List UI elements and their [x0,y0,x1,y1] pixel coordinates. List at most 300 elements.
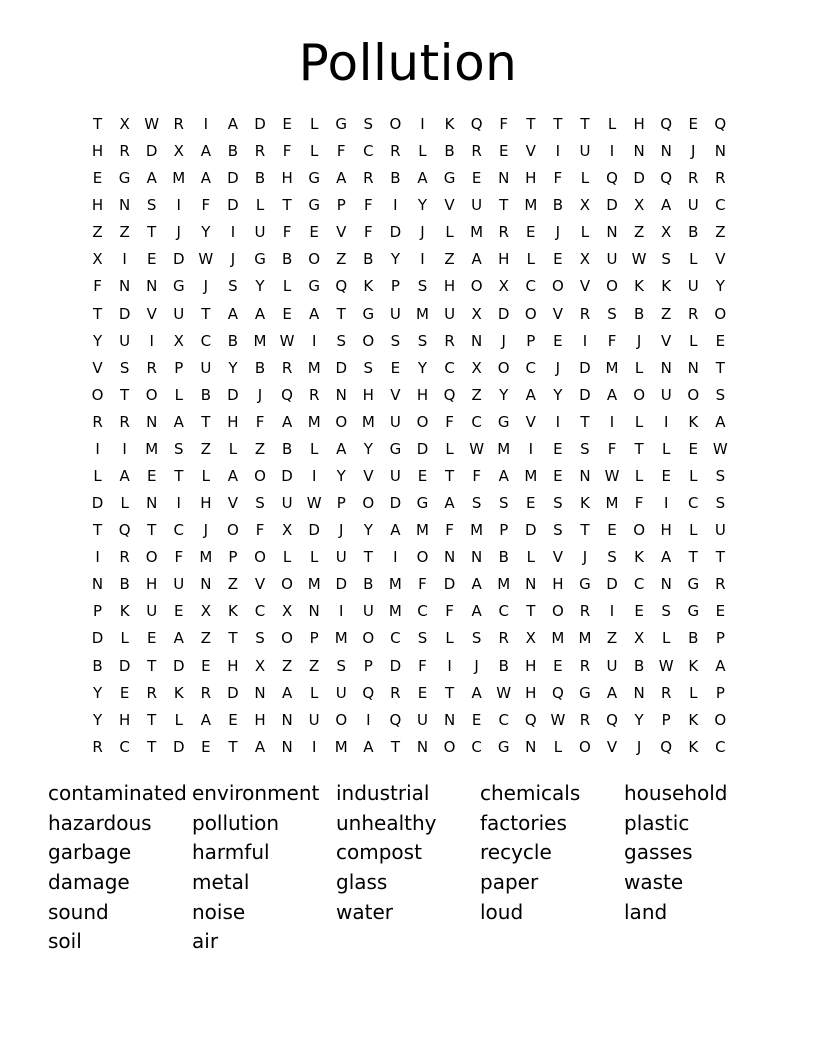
grid-letter[interactable]: T [715,358,725,377]
grid-letter[interactable]: V [146,304,157,323]
grid-letter[interactable]: G [362,304,375,323]
grid-letter[interactable]: A [200,169,211,188]
grid-letter[interactable]: Y [92,710,103,729]
grid-letter[interactable]: M [172,169,186,188]
grid-letter[interactable]: C [688,494,699,513]
grid-letter[interactable]: B [254,358,266,377]
grid-letter[interactable]: E [146,629,157,648]
grid-letter[interactable]: B [227,142,239,161]
grid-letter[interactable]: G [118,169,131,188]
grid-letter[interactable]: M [388,602,402,621]
grid-letter[interactable]: U [362,602,374,621]
grid-letter[interactable]: X [200,602,211,621]
grid-letter[interactable]: S [336,656,346,675]
grid-letter[interactable]: J [691,142,696,161]
grid-letter[interactable]: Q [443,385,456,404]
grid-letter[interactable]: G [497,412,510,431]
grid-letter[interactable]: B [92,656,103,675]
grid-letter[interactable]: B [444,142,455,161]
grid-letter[interactable]: M [524,467,538,486]
grid-letter[interactable]: Z [661,304,672,323]
grid-letter[interactable]: E [661,467,671,486]
grid-letter[interactable]: A [606,385,618,404]
grid-letter[interactable]: R [200,683,212,702]
grid-letter[interactable]: T [201,304,211,323]
grid-letter[interactable]: Q [660,169,673,188]
grid-letter[interactable]: P [499,521,509,540]
grid-letter[interactable]: O [362,331,375,350]
grid-letter[interactable]: O [281,629,293,648]
grid-letter[interactable]: N [146,277,158,296]
grid-letter[interactable]: S [715,385,726,404]
grid-letter[interactable]: Q [389,710,402,729]
grid-letter[interactable]: M [334,737,348,756]
grid-letter[interactable]: A [606,683,618,702]
grid-letter[interactable]: V [336,223,347,242]
grid-letter[interactable]: A [173,629,184,648]
grid-letter[interactable]: H [525,656,537,675]
grid-letter[interactable]: G [687,575,700,594]
grid-letter[interactable]: T [688,548,698,567]
grid-letter[interactable]: T [147,710,157,729]
grid-letter[interactable]: G [579,683,591,702]
grid-letter[interactable]: E [526,494,536,513]
grid-letter[interactable]: S [715,467,726,486]
grid-letter[interactable]: M [605,494,619,513]
grid-letter[interactable]: N [660,358,672,377]
grid-letter[interactable]: X [471,358,482,377]
grid-letter[interactable]: L [689,331,698,350]
grid-letter[interactable]: J [555,223,561,242]
grid-letter[interactable]: L [662,439,671,458]
grid-letter[interactable]: T [526,115,536,133]
grid-letter[interactable]: Q [551,683,564,702]
grid-letter[interactable]: W [550,710,566,729]
grid-letter[interactable]: W [144,115,160,133]
grid-letter[interactable]: H [91,196,104,215]
grid-letter[interactable]: C [363,142,374,161]
grid-letter[interactable]: M [578,629,592,648]
grid-letter[interactable]: A [390,521,401,540]
grid-letter[interactable]: O [416,412,429,431]
grid-letter[interactable]: Z [606,629,618,648]
grid-letter[interactable]: F [282,142,292,161]
grid-letter[interactable]: E [282,115,292,133]
grid-letter[interactable]: S [363,115,374,133]
grid-letter[interactable]: H [227,656,239,675]
grid-letter[interactable]: H [525,683,537,702]
grid-letter[interactable]: R [390,142,401,161]
grid-letter[interactable]: D [91,494,104,513]
grid-letter[interactable]: S [146,196,157,215]
grid-letter[interactable]: E [634,602,644,621]
grid-letter[interactable]: D [281,467,293,486]
grid-letter[interactable]: D [606,196,618,215]
grid-letter[interactable]: A [200,142,211,161]
grid-letter[interactable]: P [93,602,103,621]
grid-letter[interactable]: H [254,710,266,729]
grid-letter[interactable]: S [498,494,509,513]
grid-letter[interactable]: W [306,494,322,513]
grid-letter[interactable]: N [471,331,483,350]
grid-letter[interactable]: Y [201,223,211,242]
grid-letter[interactable]: O [524,304,537,323]
grid-letter[interactable]: T [444,467,455,486]
grid-letter[interactable]: N [443,710,456,729]
grid-letter[interactable]: L [120,629,129,648]
grid-letter[interactable]: Z [119,223,130,242]
grid-letter[interactable]: V [552,548,563,567]
grid-letter[interactable]: N [687,358,699,377]
grid-letter[interactable]: I [149,331,154,350]
grid-letter[interactable]: S [553,494,563,513]
grid-letter[interactable]: B [281,439,293,458]
grid-letter[interactable]: D [118,304,131,323]
grid-letter[interactable]: Q [660,737,673,756]
grid-letter[interactable]: M [551,629,565,648]
grid-letter[interactable]: X [254,656,266,675]
grid-letter[interactable]: A [200,710,211,729]
grid-letter[interactable]: N [633,683,645,702]
grid-letter[interactable]: U [389,467,401,486]
grid-letter[interactable]: I [609,412,615,431]
grid-letter[interactable]: G [308,277,320,296]
grid-letter[interactable]: J [474,656,479,675]
grid-letter[interactable]: Y [363,439,373,458]
grid-letter[interactable]: N [525,575,537,594]
grid-letter[interactable]: B [633,304,645,323]
grid-letter[interactable]: A [417,169,428,188]
grid-letter[interactable]: A [227,467,239,486]
grid-letter[interactable]: T [363,548,373,567]
grid-letter[interactable]: S [363,358,374,377]
grid-letter[interactable]: S [417,277,428,296]
grid-letter[interactable]: R [119,412,130,431]
grid-letter[interactable]: M [497,439,511,458]
grid-letter[interactable]: N [254,683,266,702]
grid-letter[interactable]: V [444,196,455,215]
grid-letter[interactable]: L [174,385,183,404]
grid-letter[interactable]: O [470,277,483,296]
grid-letter[interactable]: A [173,412,184,431]
grid-letter[interactable]: X [579,196,591,215]
grid-letter[interactable]: K [444,115,455,133]
grid-letter[interactable]: O [633,521,645,540]
grid-letter[interactable]: T [147,737,157,756]
grid-letter[interactable]: F [418,656,427,675]
grid-letter[interactable]: D [335,358,348,377]
grid-letter[interactable]: S [417,629,428,648]
grid-letter[interactable]: F [93,277,102,296]
grid-letter[interactable]: I [663,494,669,513]
grid-letter[interactable]: O [335,412,348,431]
grid-letter[interactable]: E [553,250,563,269]
grid-letter[interactable]: V [363,467,374,486]
grid-letter[interactable]: J [582,548,588,567]
grid-letter[interactable]: C [173,521,185,540]
grid-letter[interactable]: S [228,277,238,296]
grid-letter[interactable]: N [606,223,618,242]
grid-letter[interactable]: O [633,385,645,404]
grid-letter[interactable]: H [660,521,672,540]
grid-letter[interactable]: A [119,467,130,486]
grid-letter[interactable]: M [307,575,321,594]
grid-letter[interactable]: K [634,548,645,567]
grid-letter[interactable]: I [176,494,181,513]
grid-letter[interactable]: L [93,467,102,486]
grid-letter[interactable]: L [689,521,698,540]
grid-letter[interactable]: R [119,548,130,567]
grid-letter[interactable]: B [254,169,266,188]
grid-letter[interactable]: F [472,467,481,486]
grid-letter[interactable]: Q [714,115,727,133]
grid-letter[interactable]: F [336,142,346,161]
grid-letter[interactable]: A [661,548,672,567]
grid-letter[interactable]: D [443,575,456,594]
grid-letter[interactable]: C [525,358,537,377]
grid-letter[interactable]: L [309,548,319,567]
grid-letter[interactable]: L [634,412,644,431]
grid-letter[interactable]: N [146,412,158,431]
grid-letter[interactable]: A [254,304,266,323]
grid-letter[interactable]: Q [606,710,618,729]
grid-letter[interactable]: Y [634,710,644,729]
grid-letter[interactable]: Z [254,439,266,458]
grid-letter[interactable]: L [282,548,292,567]
grid-letter[interactable]: B [633,656,645,675]
grid-letter[interactable]: I [609,602,615,621]
grid-letter[interactable]: Z [309,656,320,675]
grid-letter[interactable]: L [309,142,319,161]
grid-letter[interactable]: R [715,575,726,594]
grid-letter[interactable]: F [174,548,184,567]
grid-letter[interactable]: T [201,412,211,431]
grid-letter[interactable]: F [499,115,509,133]
grid-letter[interactable]: W [658,656,674,675]
grid-letter[interactable]: F [255,521,265,540]
grid-letter[interactable]: D [254,115,266,133]
grid-letter[interactable]: O [416,548,429,567]
grid-letter[interactable]: L [689,250,698,269]
grid-letter[interactable]: E [498,142,509,161]
grid-letter[interactable]: M [361,412,375,431]
grid-letter[interactable]: G [687,602,700,621]
grid-letter[interactable]: R [715,169,726,188]
grid-letter[interactable]: A [471,683,482,702]
grid-letter[interactable]: J [257,385,263,404]
grid-letter[interactable]: G [335,115,348,133]
grid-letter[interactable]: I [582,331,588,350]
grid-letter[interactable]: V [254,575,266,594]
grid-letter[interactable]: E [688,115,698,133]
grid-letter[interactable]: T [580,412,590,431]
grid-letter[interactable]: W [198,250,214,269]
grid-letter[interactable]: O [606,277,618,296]
grid-letter[interactable]: F [634,494,644,513]
grid-letter[interactable]: G [172,277,185,296]
grid-letter[interactable]: C [390,629,401,648]
grid-letter[interactable]: T [580,521,590,540]
grid-letter[interactable]: Y [363,521,373,540]
grid-letter[interactable]: I [203,115,209,133]
grid-letter[interactable]: K [688,710,699,729]
grid-letter[interactable]: C [471,412,482,431]
grid-letter[interactable]: D [118,656,131,675]
grid-letter[interactable]: C [471,737,482,756]
grid-letter[interactable]: T [147,521,157,540]
grid-letter[interactable]: M [145,439,159,458]
grid-letter[interactable]: B [688,223,699,242]
grid-letter[interactable]: N [633,142,645,161]
grid-letter[interactable]: L [445,223,454,242]
grid-letter[interactable]: M [416,521,429,540]
grid-letter[interactable]: X [92,250,103,269]
grid-letter[interactable]: D [227,169,239,188]
grid-letter[interactable]: B [227,331,239,350]
grid-letter[interactable]: S [255,494,265,513]
grid-letter[interactable]: I [528,439,533,458]
grid-letter[interactable]: M [416,304,429,323]
grid-letter[interactable]: O [308,250,321,269]
grid-letter[interactable]: A [471,250,482,269]
grid-letter[interactable]: N [498,169,510,188]
grid-letter[interactable]: B [363,250,374,269]
grid-letter[interactable]: I [176,196,181,215]
grid-letter[interactable]: S [119,358,130,377]
grid-letter[interactable]: Z [471,385,482,404]
grid-letter[interactable]: R [471,142,482,161]
grid-letter[interactable]: C [119,737,130,756]
grid-letter[interactable]: P [390,277,400,296]
grid-letter[interactable]: X [281,521,293,540]
grid-letter[interactable]: E [715,331,726,350]
grid-letter[interactable]: P [174,358,184,377]
grid-letter[interactable]: S [336,331,346,350]
grid-letter[interactable]: S [715,494,726,513]
grid-letter[interactable]: H [118,710,131,729]
grid-letter[interactable]: G [308,196,320,215]
grid-letter[interactable]: J [420,223,425,242]
grid-letter[interactable]: R [444,331,455,350]
grid-letter[interactable]: J [203,277,209,296]
grid-letter[interactable]: X [579,250,591,269]
grid-letter[interactable]: E [471,169,482,188]
grid-letter[interactable]: O [443,737,456,756]
grid-letter[interactable]: Y [499,385,509,404]
grid-letter[interactable]: L [418,142,427,161]
grid-letter[interactable]: E [282,304,292,323]
grid-letter[interactable]: J [176,223,181,242]
grid-letter[interactable]: D [227,683,239,702]
grid-letter[interactable]: U [173,575,185,594]
grid-letter[interactable]: E [201,737,211,756]
grid-letter[interactable]: X [173,331,184,350]
grid-letter[interactable]: A [715,412,726,431]
grid-letter[interactable]: V [579,277,591,296]
grid-letter[interactable]: U [146,602,158,621]
grid-letter[interactable]: R [579,710,591,729]
grid-letter[interactable]: V [525,412,536,431]
grid-letter[interactable]: O [91,385,104,404]
grid-letter[interactable]: D [525,521,537,540]
grid-letter[interactable]: L [662,629,671,648]
grid-letter[interactable]: H [227,412,239,431]
grid-letter[interactable]: F [201,196,211,215]
grid-letter[interactable]: Q [362,683,375,702]
grid-letter[interactable]: A [146,169,157,188]
grid-letter[interactable]: L [445,439,454,458]
grid-letter[interactable]: A [661,196,672,215]
grid-letter[interactable]: L [689,683,698,702]
grid-letter[interactable]: O [497,358,510,377]
grid-letter[interactable]: B [688,629,699,648]
grid-letter[interactable]: A [498,467,509,486]
grid-letter[interactable]: P [336,494,346,513]
grid-letter[interactable]: B [281,250,293,269]
grid-letter[interactable]: U [308,710,320,729]
grid-letter[interactable]: Z [444,250,455,269]
grid-letter[interactable]: I [311,467,317,486]
grid-letter[interactable]: N [714,142,726,161]
grid-letter[interactable]: Q [281,385,293,404]
grid-letter[interactable]: L [553,737,563,756]
grid-letter[interactable]: Y [228,358,238,377]
grid-letter[interactable]: E [553,656,563,675]
grid-letter[interactable]: M [253,331,267,350]
grid-letter[interactable]: Z [227,575,239,594]
grid-letter[interactable]: P [526,331,536,350]
grid-letter[interactable]: D [389,223,402,242]
grid-letter[interactable]: L [309,439,319,458]
grid-letter[interactable]: K [688,412,699,431]
grid-letter[interactable]: X [119,115,130,133]
grid-letter[interactable]: I [420,115,425,133]
grid-letter[interactable]: R [660,683,672,702]
grid-letter[interactable]: U [281,494,293,513]
grid-letter[interactable]: I [609,142,615,161]
grid-letter[interactable]: K [173,683,184,702]
grid-letter[interactable]: M [334,629,348,648]
grid-letter[interactable]: S [607,304,617,323]
grid-letter[interactable]: U [335,683,347,702]
grid-letter[interactable]: O [145,385,158,404]
grid-letter[interactable]: B [498,656,509,675]
grid-letter[interactable]: M [605,358,619,377]
grid-letter[interactable]: T [634,439,644,458]
grid-letter[interactable]: Y [417,358,428,377]
grid-letter[interactable]: X [633,196,645,215]
grid-letter[interactable]: P [336,196,346,215]
grid-letter[interactable]: F [553,169,563,188]
grid-letter[interactable]: C [254,602,266,621]
grid-letter[interactable]: V [661,331,672,350]
grid-letter[interactable]: T [147,223,157,242]
grid-letter[interactable]: H [498,250,510,269]
grid-letter[interactable]: Z [281,656,293,675]
grid-letter[interactable]: N [200,575,212,594]
grid-letter[interactable]: U [200,358,212,377]
grid-letter[interactable]: R [146,683,157,702]
grid-letter[interactable]: T [92,304,103,323]
grid-letter[interactable]: D [416,439,429,458]
grid-letter[interactable]: E [688,439,698,458]
grid-letter[interactable]: R [92,737,103,756]
grid-letter[interactable]: N [281,710,293,729]
grid-letter[interactable]: P [715,683,725,702]
grid-letter[interactable]: L [607,115,617,133]
grid-letter[interactable]: A [281,412,293,431]
grid-letter[interactable]: L [580,223,590,242]
